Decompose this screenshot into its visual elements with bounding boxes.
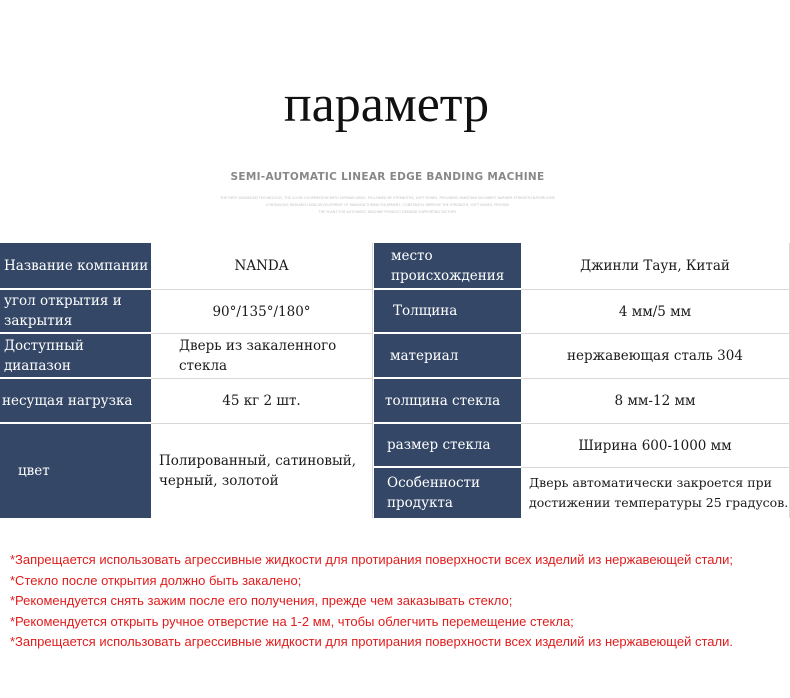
spec-label: Толщина — [373, 290, 521, 334]
spec-value: нержавеющая сталь 304 — [521, 334, 790, 379]
spec-label: угол открытия и закрытия — [0, 290, 151, 334]
spec-value: 45 кг 2 шт. — [151, 379, 373, 424]
fine-print-line: THE FIRST ADVANCED TECHNOLOGY, THE CLOSE COOPERATION WITH GERMAN GBOS, FOLLOWED BY STRENGTHS, SOFT BONES, PROVIDING PAKISTANI SIN SWEET BARRIER STRENGTH BATHROOMS — [220, 196, 555, 200]
spec-value: 90°/135°/180° — [151, 290, 373, 334]
spec-value: Полированный, сатиновый, черный, золотой — [151, 424, 373, 518]
spec-label: Название компании — [0, 243, 151, 290]
page-title: параметр — [283, 76, 490, 133]
spec-label: Особенности продукта — [373, 468, 521, 518]
spec-label: несущая нагрузка — [0, 379, 151, 424]
note-item: *Рекомендуется открыть ручное отверстие на 1-2 мм, чтобы облегчить перемещение стекла; — [10, 613, 574, 629]
spec-value: NANDA — [151, 243, 373, 290]
notes-list — [10, 550, 785, 653]
spec-label: цвет — [0, 424, 151, 518]
spec-value: 8 мм-12 мм — [521, 379, 790, 424]
note-item: *Рекомендуется снять зажим после его получения, прежде чем заказывать стекло; — [10, 593, 513, 608]
spec-label: Доступный диапазон — [0, 334, 151, 379]
spec-value: Дверь автоматически закроется при достижении температуры 25 градусов. — [521, 468, 790, 518]
page-subtitle: SEMI-AUTOMATIC LINEAR EDGE BANDING MACHINE — [230, 171, 545, 183]
spec-value: Джинли Таун, Китай — [521, 243, 790, 290]
spec-label: размер стекла — [373, 424, 521, 468]
note-item: *Стекло после открытия должно быть закалено; — [10, 572, 302, 588]
spec-label: материал — [373, 334, 521, 379]
fine-print-line: CONTINUOUS RESEARCH AND DEVELOPMENT OF MANUFACTURING EQUIPMENT, CONSTANTLY IMPROVE THE STRENGTH, SOFT BONES, PROVIDE — [265, 203, 510, 207]
note-item: *Запрещается использовать агрессивные жидкости для протирания поверхности всех изделий из нержавеющей стали. — [10, 634, 733, 649]
spec-value: Дверь из закаленного стекла — [151, 334, 373, 379]
spec-label: место происхождения — [373, 243, 521, 290]
spec-value: Ширина 600-1000 мм — [521, 424, 790, 468]
spec-table — [0, 243, 790, 518]
spec-value: 4 мм/5 мм — [521, 290, 790, 334]
fine-print-line: THE PLANT FOR AUTOMATIC MACHINE PRODUCT DEMAND SUPPORTING FACTORY — [318, 210, 457, 214]
spec-label: толщина стекла — [373, 379, 521, 424]
note-item: *Запрещается использовать агрессивные жидкости для протирания поверхности всех изделий из нержавеющей стали; — [10, 552, 733, 567]
